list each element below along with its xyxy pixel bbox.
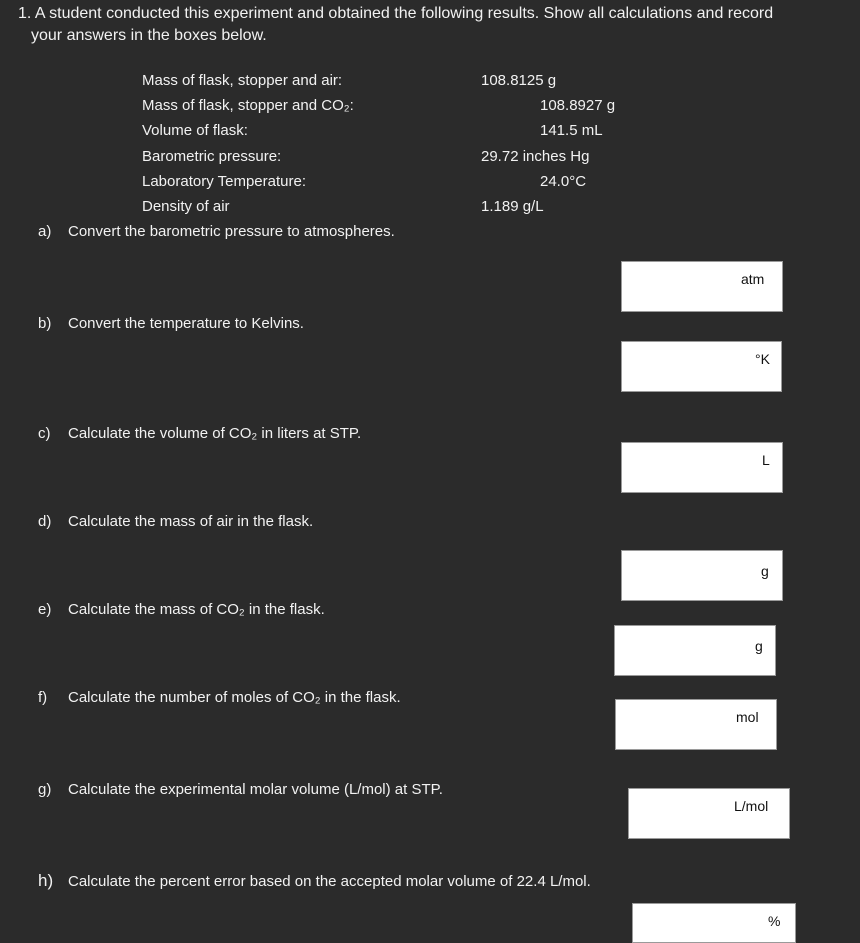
given-label-density: Density of air — [142, 198, 230, 215]
given-value-density: 1.189 g/L — [481, 198, 544, 215]
part-g-text: Calculate the experimental molar volume (L/mol) at STP. — [68, 781, 443, 798]
question-number: 1. — [18, 5, 32, 22]
part-a-letter: a) — [38, 223, 52, 240]
question-text-line1: A student conducted this experiment and obtained the following results. Show all calculations and record — [34, 5, 774, 22]
answer-unit-e: g — [755, 638, 763, 654]
given-label-pressure: Barometric pressure: — [142, 148, 282, 165]
part-g-letter: g) — [38, 781, 52, 798]
part-d-text: Calculate the mass of air in the flask. — [68, 513, 314, 530]
part-a — [38, 223, 395, 240]
answer-unit-a: atm — [741, 271, 765, 287]
answer-box-e[interactable] — [614, 625, 776, 676]
part-c-letter: c) — [38, 425, 51, 442]
given-value-temperature: 24.0°C — [540, 173, 587, 190]
part-d — [38, 513, 313, 530]
part-e-letter: e) — [38, 601, 52, 618]
part-g — [38, 781, 443, 798]
part-e-text: Calculate the mass of CO₂ in the flask. — [68, 601, 325, 618]
answer-unit-g: L/mol — [734, 798, 769, 814]
part-c-text: Calculate the volume of CO₂ in liters at STP. — [68, 425, 362, 442]
part-b-letter: b) — [38, 315, 52, 332]
given-label-mass-co2: Mass of flask, stopper and CO₂: — [142, 97, 354, 114]
given-label-volume: Volume of flask: — [142, 122, 248, 139]
given-label-temperature: Laboratory Temperature: — [142, 173, 306, 190]
part-d-letter: d) — [38, 513, 52, 530]
answer-unit-h: % — [768, 913, 781, 929]
answer-box-f[interactable] — [615, 699, 777, 750]
part-h-text: Calculate the percent error based on the accepted molar volume of 22.4 L/mol. — [68, 873, 591, 890]
given-value-volume: 141.5 mL — [540, 122, 603, 139]
part-c — [38, 425, 361, 442]
answer-unit-f: mol — [736, 709, 759, 725]
answer-unit-b: °K — [755, 351, 770, 367]
given-value-mass-co2: 108.8927 g — [540, 97, 616, 114]
question-text-line2: your answers in the boxes below. — [31, 27, 267, 44]
part-b-text: Convert the temperature to Kelvins. — [68, 315, 304, 332]
part-h-letter: h) — [38, 871, 54, 890]
answer-box-c[interactable] — [621, 442, 783, 493]
question-heading — [18, 5, 773, 23]
part-e — [38, 601, 325, 618]
given-value-pressure: 29.72 inches Hg — [481, 148, 590, 165]
answer-unit-d: g — [761, 563, 769, 579]
answer-box-a[interactable] — [621, 261, 783, 312]
part-f-letter: f) — [38, 689, 48, 706]
part-f — [38, 689, 401, 706]
given-label-mass-air: Mass of flask, stopper and air: — [142, 72, 343, 89]
answer-box-b[interactable] — [621, 341, 782, 392]
answer-box-d[interactable] — [621, 550, 783, 601]
part-b — [38, 315, 304, 332]
answer-unit-c: L — [762, 452, 770, 468]
answer-box-h[interactable] — [632, 903, 796, 943]
part-a-text: Convert the barometric pressure to atmospheres. — [68, 223, 395, 240]
answer-box-g[interactable] — [628, 788, 790, 839]
part-f-text: Calculate the number of moles of CO₂ in the flask. — [68, 689, 401, 706]
given-value-mass-air: 108.8125 g — [481, 72, 557, 89]
part-h — [38, 871, 591, 891]
